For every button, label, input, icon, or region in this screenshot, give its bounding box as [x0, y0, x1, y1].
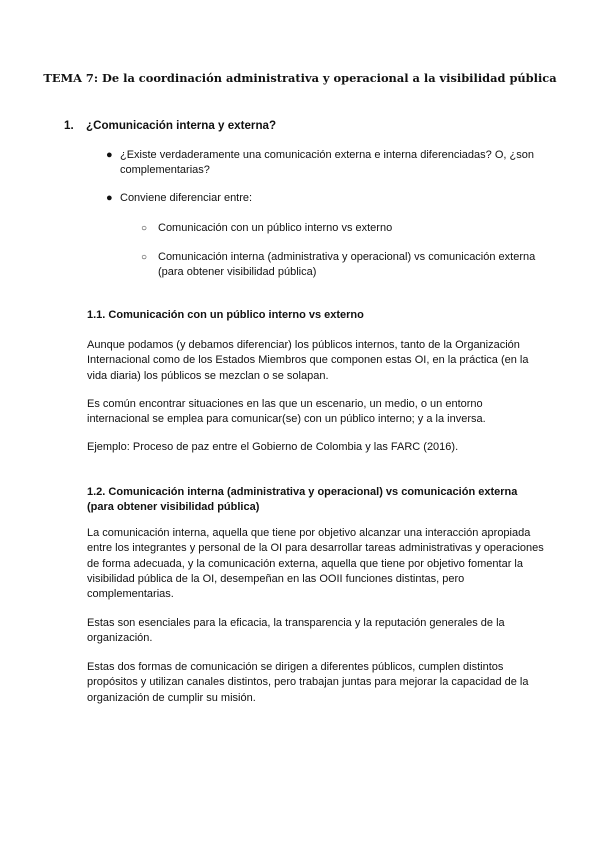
hollow-bullet-icon: ○: [141, 252, 148, 263]
section-1-heading: [64, 119, 276, 132]
paragraph: Aunque podamos (y debamos diferenciar) los públicos internos, tanto de la Organización Internacional como de los Estados Miembros que componen estas OI, en la práctica (en la vida diaria) los públicos se mezclan o se solapan.: [87, 339, 529, 382]
section-1-1-heading: 1.1. Comunicación con un público interno vs externo: [87, 309, 364, 321]
sub-list-item: [141, 221, 546, 236]
sub-list-item-text: Comunicación interna (administrativa y operacional) vs comunicación externa (para obtener visibilidad pública): [158, 251, 536, 278]
paragraph: Es común encontrar situaciones en las que un escenario, un medio, o un entorno internacional se emplea para comunicar(se) con un público interno; y a la inversa.: [87, 398, 486, 426]
bullet-icon: ●: [106, 192, 113, 204]
section-1-heading-text: ¿Comunicación interna y externa?: [86, 119, 277, 132]
sub-list-item-text: Comunicación con un público interno vs externo: [158, 222, 393, 234]
paragraph: Estas dos formas de comunicación se dirigen a diferentes públicos, cumplen distintos propósitos y utilizan canales distintos, pero trabajan juntas para mejorar la capacidad de la organización de cumplir su misión.: [87, 661, 529, 704]
list-item-text: Conviene diferenciar entre:: [120, 192, 253, 204]
bullet-icon: ●: [106, 149, 113, 161]
list-item-text: ¿Existe verdaderamente una comunicación externa e interna diferenciadas? O, ¿son complementarias?: [120, 149, 534, 176]
document-title: TEMA 7: De la coordinación administrativa y operacional a la visibilidad pública: [43, 71, 557, 85]
list-item: [106, 191, 546, 206]
section-1-2-heading: 1.2. Comunicación interna (administrativa y operacional) vs comunicación externa (para obtener visibilidad pública): [87, 486, 518, 513]
paragraph: Ejemplo: Proceso de paz entre el Gobierno de Colombia y las FARC (2016).: [87, 441, 459, 453]
paragraph: La comunicación interna, aquella que tiene por objetivo alcanzar una interacción apropiada entre los integrantes y personal de la OI para desarrollar tareas administrativas y operaciones de forma adecuada, y la comunicación externa, aquella que tiene por objetivo fomentar la visibilidad pública de la OI, desempeñan en las OOII funciones distintas, pero complementarias.: [87, 527, 544, 601]
list-item: [106, 148, 546, 178]
hollow-bullet-icon: ○: [141, 223, 148, 234]
section-1-number: 1.: [64, 119, 74, 132]
paragraph: Estas son esenciales para la eficacia, la transparencia y la reputación generales de la organización.: [87, 617, 505, 645]
sub-list-item: [141, 250, 546, 280]
